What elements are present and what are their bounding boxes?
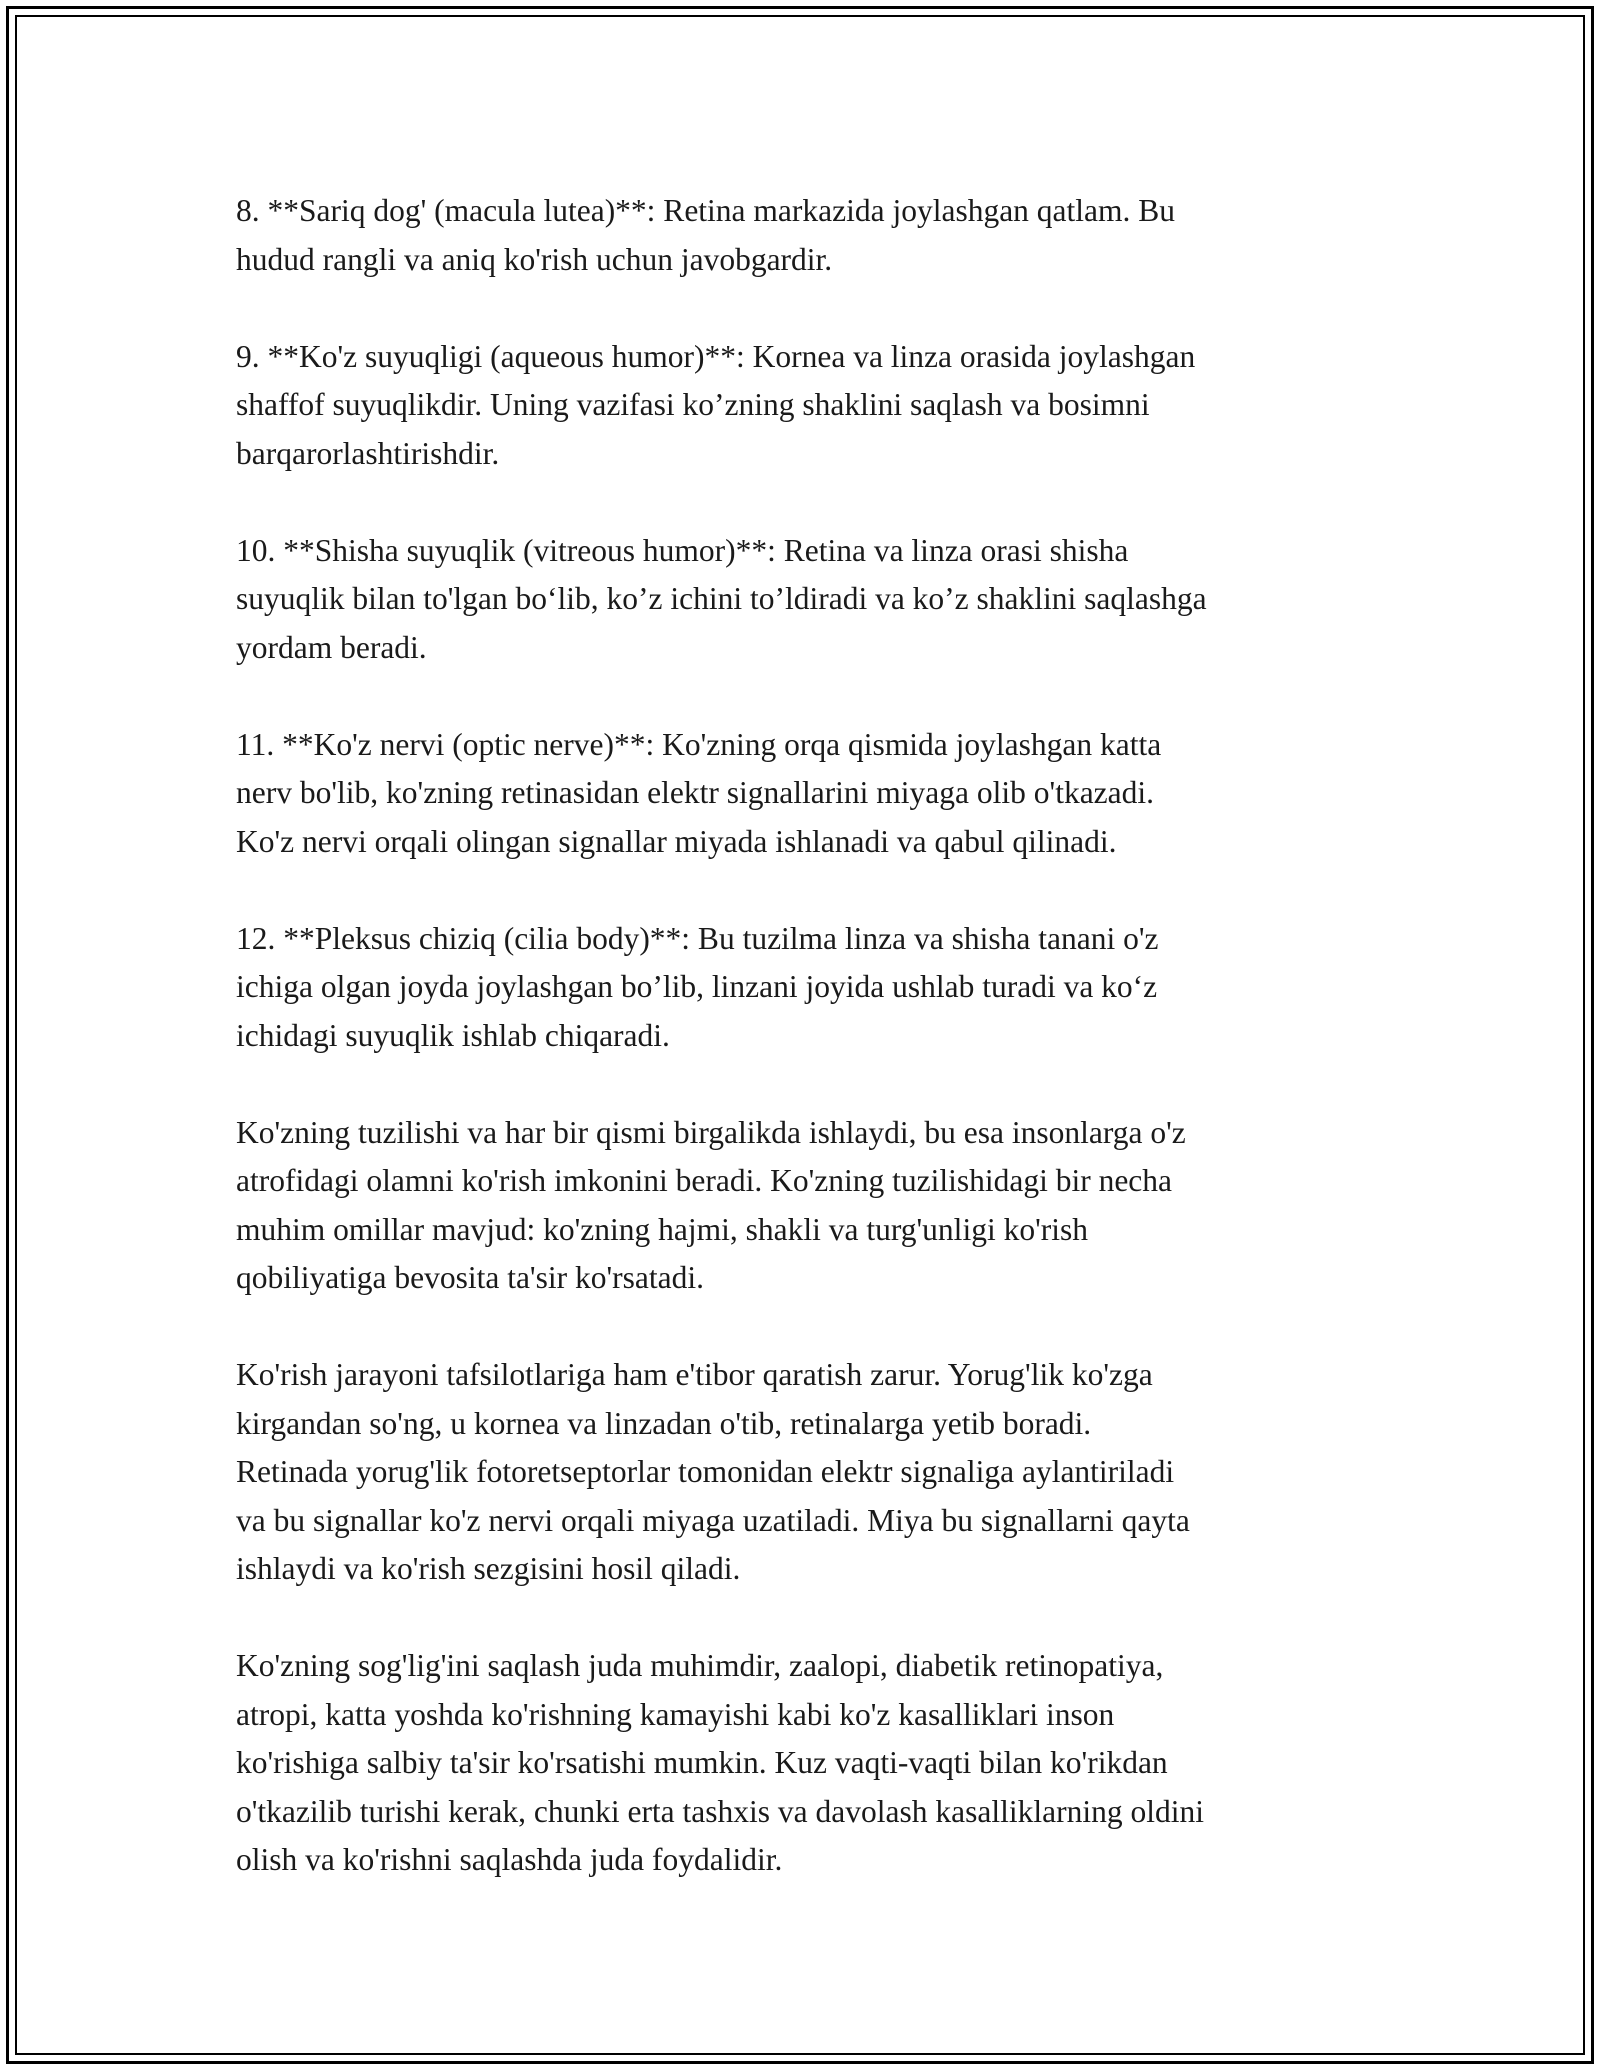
paragraph-7: [236, 1351, 1386, 1594]
text-line: kirgandan so'ng, u kornea va linzadan o'tib, retinalarga yetib boradi.: [236, 1405, 1092, 1441]
paragraph-2: [236, 333, 1386, 479]
document-body: [236, 187, 1386, 1933]
text-line: yordam beradi.: [236, 629, 427, 665]
text-line: ishlaydi va ko'rish sezgisini hosil qiladi.: [236, 1551, 741, 1586]
text-line: nerv bo'lib, ko'zning retinasidan elektr signallarini miyaga olib o'tkazadi.: [236, 775, 1155, 810]
text-line: Ko'zning tuzilishi va har bir qismi birgalikda ishlaydi, bu esa insonlarga o'z: [236, 1114, 1186, 1150]
text-line: atrofidagi olamni ko'rish imkonini beradi. Ko'zning tuzilishidagi bir necha: [236, 1163, 1173, 1198]
text-line: Ko'zning sog'lig'ini saqlash juda muhimdir, zaalopi, diabetik retinopatiya,: [236, 1648, 1164, 1683]
text-line: 8. **Sariq dog' (macula lutea)**: Retina markazida joylashgan qatlam. Bu: [236, 193, 1176, 228]
text-line: olish va ko'rishni saqlashda juda foydalidir.: [236, 1842, 783, 1877]
paragraph-8: [236, 1642, 1386, 1885]
text-line: ichidagi suyuqlik ishlab chiqaradi.: [236, 1017, 670, 1053]
text-line: hudud rangli va aniq ko'rish uchun javobgardir.: [236, 241, 833, 277]
text-line: suyuqlik bilan to'lgan bo‘lib, ko’z ichini to’ldiradi va ko’z shaklini saqlashga: [236, 581, 1207, 616]
text-line: Retinada yorug'lik fotoretseptorlar tomonidan elektr signaliga aylantiriladi: [236, 1454, 1175, 1489]
text-line: shaffof suyuqlikdir. Uning vazifasi ko’zning shaklini saqlash va bosimni: [236, 387, 1150, 422]
paragraph-1: [236, 187, 1386, 284]
text-line: 9. **Ko'z suyuqligi (aqueous humor)**: Kornea va linza orasida joylashgan: [236, 338, 1196, 374]
text-line: ko'rishiga salbiy ta'sir ko'rsatishi mumkin. Kuz vaqti-vaqti bilan ko'rikdan: [236, 1745, 1168, 1780]
text-line: Ko'z nervi orqali olingan signallar miyada ishlanadi va qabul qilinadi.: [236, 823, 1117, 859]
text-line: atropi, katta yoshda ko'rishning kamayishi kabi ko'z kasalliklari inson: [236, 1696, 1115, 1732]
text-line: barqarorlashtirishdir.: [236, 435, 500, 471]
text-line: 12. **Pleksus chiziq (cilia body)**: Bu tuzilma linza va shisha tanani o'z: [236, 920, 1159, 956]
paragraph-4: [236, 721, 1386, 867]
text-line: qobiliyatiga bevosita ta'sir ko'rsatadi.: [236, 1260, 704, 1295]
text-line: Ko'rish jarayoni tafsilotlariga ham e'tibor qaratish zarur. Yorug'lik ko'zga: [236, 1357, 1153, 1392]
text-line: 11. **Ko'z nervi (optic nerve)**: Ko'zning orqa qismida joylashgan katta: [236, 726, 1162, 762]
text-line: va bu signallar ko'z nervi orqali miyaga uzatiladi. Miya bu signallarni qayta: [236, 1502, 1190, 1538]
text-line: ichiga olgan joyda joylashgan bo’lib, linzani joyida ushlab turadi va ko‘z: [236, 969, 1158, 1004]
text-line: 10. **Shisha suyuqlik (vitreous humor)**: Retina va linza orasi shisha: [236, 532, 1129, 568]
paragraph-6: [236, 1109, 1386, 1303]
paragraph-3: [236, 527, 1386, 673]
paragraph-5: [236, 915, 1386, 1061]
text-line: o'tkazilib turishi kerak, chunki erta tashxis va davolash kasalliklarning oldini: [236, 1793, 1204, 1829]
text-line: muhim omillar mavjud: ko'zning hajmi, shakli va turg'unligi ko'rish: [236, 1211, 1088, 1247]
